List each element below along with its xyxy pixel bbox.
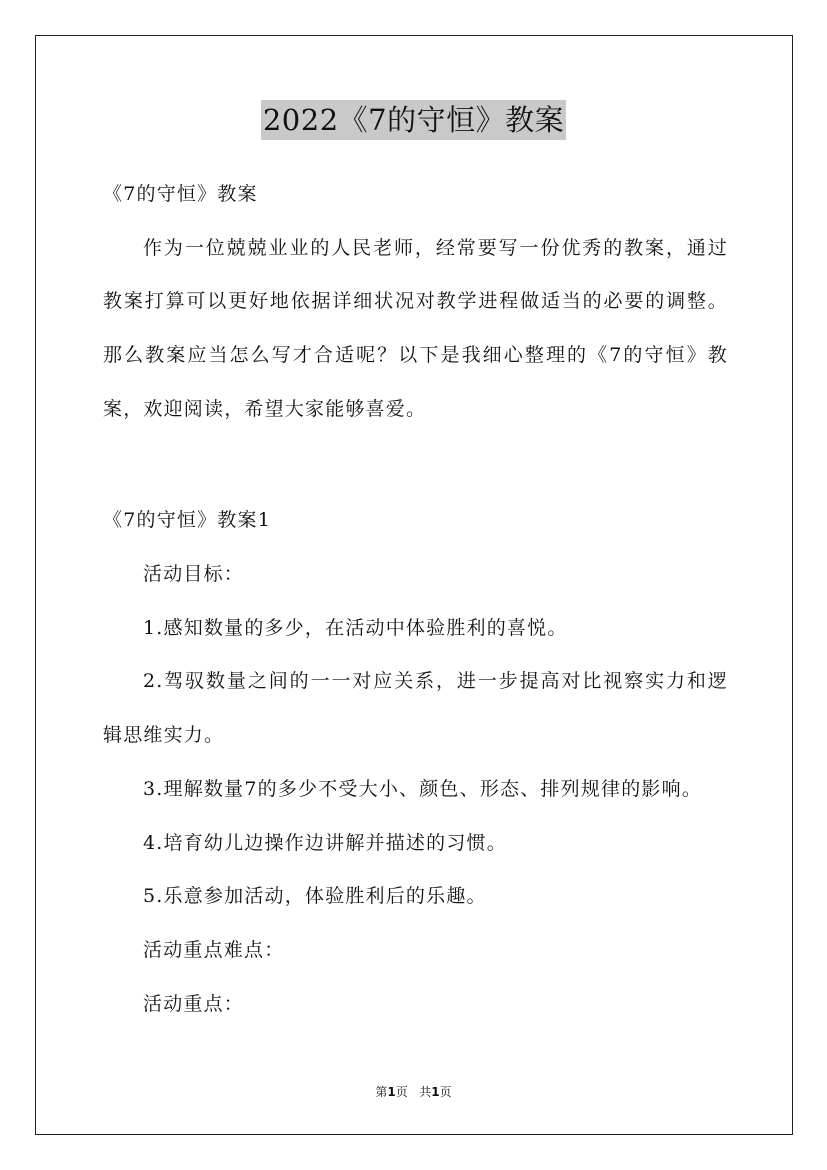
goal-heading: 活动目标： xyxy=(143,563,245,585)
goal-item-2-line-1: 2.驾驭数量之间的一一对应关系，进一步提高对比视察实力和逻 xyxy=(143,670,728,692)
footer-page-number: 1 xyxy=(387,1085,396,1099)
footer-page-prefix: 第 xyxy=(375,1085,388,1099)
goal-item-3: 3.理解数量7的多少不受大小、颜色、形态、排列规律的影响。 xyxy=(143,778,703,800)
document-subtitle: 《7的守恒》教案 xyxy=(103,183,258,205)
footer-total-prefix: 共 xyxy=(419,1085,432,1099)
key-difficult-heading: 活动重点难点： xyxy=(143,939,285,961)
goal-item-1: 1.感知数量的多少，在活动中体验胜利的喜悦。 xyxy=(143,617,568,639)
goal-item-4: 4.培育幼儿边操作边讲解并描述的习惯。 xyxy=(143,832,507,854)
footer-page-suffix: 页 xyxy=(395,1085,408,1099)
title-wrapper xyxy=(0,100,827,140)
intro-line-4: 案，欢迎阅读，希望大家能够喜爱。 xyxy=(103,398,427,420)
footer-total-number: 1 xyxy=(431,1085,440,1099)
intro-line-3: 那么教案应当怎么写才合适呢？以下是我细心整理的《7的守恒》教 xyxy=(103,344,728,366)
footer-total-suffix: 页 xyxy=(439,1085,452,1099)
page-footer xyxy=(0,1084,827,1100)
goal-item-2-line-2: 辑思维实力。 xyxy=(103,724,225,746)
intro-line-2: 教案打算可以更好地依据详细状况对教学进程做适当的必要的调整。 xyxy=(103,290,728,312)
section-heading: 《7的守恒》教案1 xyxy=(103,509,271,531)
goal-item-5: 5.乐意参加活动，体验胜利后的乐趣。 xyxy=(143,885,487,907)
key-heading: 活动重点： xyxy=(143,993,245,1015)
intro-line-1: 作为一位兢兢业业的人民老师，经常要写一份优秀的教案，通过 xyxy=(143,237,728,259)
document-title: 2022《7的守恒》教案 xyxy=(261,100,566,140)
